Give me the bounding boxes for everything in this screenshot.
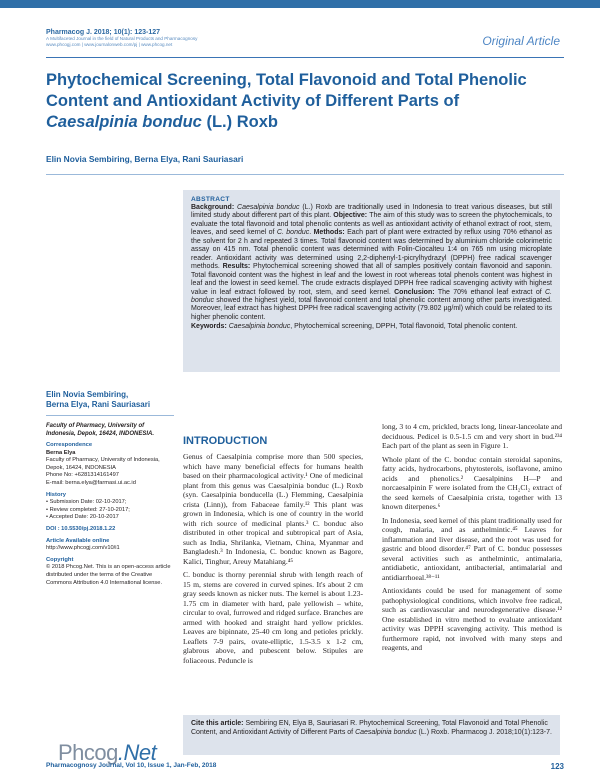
cite-end: (L.) Roxb. Pharmacog J. 2018;10(1):123-7. [416,728,552,736]
intro-paragraph-3: long, 3 to 4 cm, prickled, bracts long, linear-lanceolate and deciduous. Pedicel is 0.5-1.5 cm and very short in bud.²³⁴ Each part of the plant as seen in Figure 1. [382,422,562,450]
author-divider [46,174,564,175]
corr-email[interactable]: E-mail: berna.elya@farmasi.ui.ac.id [46,479,136,486]
corr-name: Berna Elya [46,449,76,456]
copyright-text: © 2018 Phcog.Net. This is an open-access article distributed under the terms of the Creative Commons Attribution 4.0 International license. [46,564,171,586]
online-url[interactable]: http://www.phcogj.com/v10/i1 [46,545,120,552]
logo-net: .Net [117,740,157,765]
intro-paragraph-1: Genus of Caesalpinia comprise more than 500 species, which have many beneficial effects for humans health based on their pharmacological activity.¹ One of medicinal plant from this genus was Caesalpinia bonduc (L.) Roxb (syn. Caesalpinia bonducella (L.) Flemming, Caesalpinia crista (Linn)), from Fabaceae family.¹² This plant was grown in Indonesia, which is one of country in the world with rich source of medicinal plants.³ C. bonduc also distributed in other tropical and subtropical part of Asia, such as India, Shrilanka, Vietnam, China, Myanmar and Bangladesh.³ In Indonesia, C. bonduc known as Bagore, Kalici, Tinghur, Areuy Matahiang.⁴⁵ [183,452,363,566]
history-review: • Review completed: 27-10-2017; [46,506,130,513]
conclusion-label: Conclusion: [394,288,438,296]
conclusion-species: C. bonduc [191,288,552,304]
keywords-text: , Phytochemical screening, DPPH, Total flavonoid, Total phenolic content. [290,323,518,331]
abstract-box [183,190,560,372]
conclusion-text: The 70% ethanol leaf extract of [437,288,545,296]
footer-journal: Pharmacognosy Journal, Vol 10, Issue 1, Jan-Feb, 2018 [46,762,217,769]
cite-label: Cite this article: [191,720,246,727]
intro-paragraph-4: Whole plant of the C. bonduc contain steroidal saponins, fatty acids, hydrocarbons, phytosterols, isoflavone, amino acids and phenolics.² Caesalpinins H—P and norcaesalpinin F were isolated from the CH₂Cl₂ extract of the seed kernels of Caesalpinia crista, together with 13 known diterpenes.⁶ [382,454,562,511]
sidebar [46,390,174,587]
journal-header [46,29,306,48]
sidebar-authors-2: Berna Elya, Rani Sauriasari [46,400,151,409]
author-list: Elin Novia Sembiring, Berna Elya, Rani Sauriasari [46,154,244,164]
cite-species: Caesalpinia bonduc [355,728,417,736]
results-label: Results: [222,263,254,271]
intro-paragraph-5: In Indonesia, seed kernel of this plant traditionally used for cough, malaria, and as anthelmintic.⁴⁵ Leaves for inflammation and liver disease, and the root was used for gastric and blood disorder.⁴⁷ Part of C. bonduc possesses several activities such as anthelmintic, antimalaria, antidiabetic, antioxidant, antibacterial, antimalarial and antidiarrhoeal.³⁸⁻¹¹ [382,515,562,582]
corr-affiliation: Faculty of Pharmacy, University of Indonesia, Depok, 16424, INDONESIA [46,457,160,471]
background-species: Caesalpinia bonduc [237,204,300,211]
body-column-2 [382,422,562,657]
logo-text: Phcog [58,740,118,765]
journal-links[interactable]: www.phcogj.com | www.journalonweb.com/pj | www.phcog.net [46,42,173,47]
page-number: 123 [550,762,564,771]
sidebar-authors-1: Elin Novia Sembiring, [46,390,129,399]
introduction-heading: INTRODUCTION [183,435,268,447]
objective-end: . [309,229,314,237]
objective-text: The aim of this study was to screen the phytochemicals, to evaluate the total flavonoid and total phenolic contents as well as antioxidant activity of ethanol extract of root, stem, leaves, and seed kernel of [191,212,552,237]
title-species: Caesalpinia bonduc [46,113,202,131]
body-column-1 [183,452,363,669]
doi-link[interactable]: DOI : 10.5530/pj.2018.1.22 [46,525,116,532]
journal-citation: Pharmacog J. 2018; 10(1): 123-127 [46,29,161,36]
keywords-species: Caesalpinia bonduc [228,323,291,331]
title-line-2: Content and Antioxidant Activity of Different Parts of [46,92,460,110]
copyright-heading: Copyright [46,556,74,563]
abstract-body [191,204,552,321]
correspondence-heading: Correspondence [46,442,93,448]
intro-paragraph-6: Antioxidants could be used for management of some pathophysiological conditions, which involve free radical, such as cardiovascular and neurodegenerative disease.¹² One established in vitro method to evaluate antioxidant activity was DPPH scavenging activity. This method is furthermore rapid, not involved with many steps and reagents, and [382,586,562,652]
objective-species: C. bonduc [276,229,310,237]
sidebar-affiliation: Faculty of Pharmacy, University of Indonesia, Depok, 16424, INDONESIA. [46,423,155,437]
objective-label: Objective: [333,212,370,220]
title-species-rest: (L.) Roxb [201,113,278,131]
background-text: (L.) Roxb are traditionally used in Indonesia to treat various diseases, but still limited study about different part of this plant. [191,204,552,220]
sidebar-divider [46,415,174,416]
history-accepted: • Accepted Date: 20-10-2017 [46,514,119,521]
abstract-heading: ABSTRACT [191,196,230,203]
history-heading: History [46,491,66,498]
title-line-1: Phytochemical Screening, Total Flavonoid and Total Phenolic [46,71,527,89]
article-title [46,70,566,133]
background-label: Background: [191,204,238,211]
top-color-bar [0,0,600,8]
keywords-label: Keywords: [191,323,229,331]
corr-phone: Phone No: +6281314161497 [46,472,119,479]
cite-box [183,715,560,755]
conclusion-end: showed the highest yield, total flavonoid content and total phenolic content among other parts investigated. Moreover, leaf extract has highest DPPH free radical scavenging activity (79.802 µg/ml) which could be related to its higher phenolic content. [191,296,552,321]
article-type-label: Original Article [482,34,560,48]
header-divider [46,57,564,58]
methods-label: Methods: [313,229,348,237]
phcog-logo [58,740,168,764]
cite-text: Sembiring EN, Elya B, Sauriasari R. Phytochemical Screening, Total Flavonoid and Total Phenolic Content, and Antioxidant Activity of Different Parts of [191,720,548,736]
journal-subline: A Multifaceted Journal in the field of Natural Products and Pharmacognosy [46,36,198,41]
keywords [191,323,552,331]
title-line-3 [46,112,566,133]
online-heading: Article Available online [46,537,110,544]
methods-text: Each part of plant were extracted by reflux using 70% ethanol as the solvent for 2 h and repeated 3 times. Total flavonoid content was determined by aluminium chloride colorimetric assay on 415 nm. Total phenolic content was determined with Folin-Ciocalteu 1:4 on 765 nm using microplate reader. Antioxidant activity was determined using 2,2-diphenyl-1-picrylhydrazyl (DPPH) free radical scavenger methods. [191,229,552,271]
results-text: Phytochemical screening showed that all of samples positively contain flavonoid and saponin. Total flavonoid content was the highest in leaf and the lowest in root whereas total phenols content was highest in leaf and the lowest in seed kernel. The crude extracts displayed DPPH free radical scavenging activity with highest value in leaf extract followed by root, stem, and seed kernel. [191,263,552,296]
page-footer [46,762,564,769]
intro-paragraph-2: C. bonduc is thorny perennial shrub with length reach of 15 m, stems are covered in curved spines. It's about 2 cm gray seeds known as nicker nuts. The kernel is about 1.23- 1.75 cm in diameter with hard, pale yellowish – white, circular to oval, furrowed and ridged surface. Branches are armed with hooked and straight hard yellow prickles. Leaves are bipinnate, 25-40 cm long and petioles prickly. Leaflets 7-9 pairs, ovate-elliptic, 1.5-3.5 x 1-2 cm, glabrous above, and pubescent below. Stipules are foliaceous. Peduncle is [183,570,363,665]
history-submission: • Submission Date: 02-10-2017; [46,499,127,506]
